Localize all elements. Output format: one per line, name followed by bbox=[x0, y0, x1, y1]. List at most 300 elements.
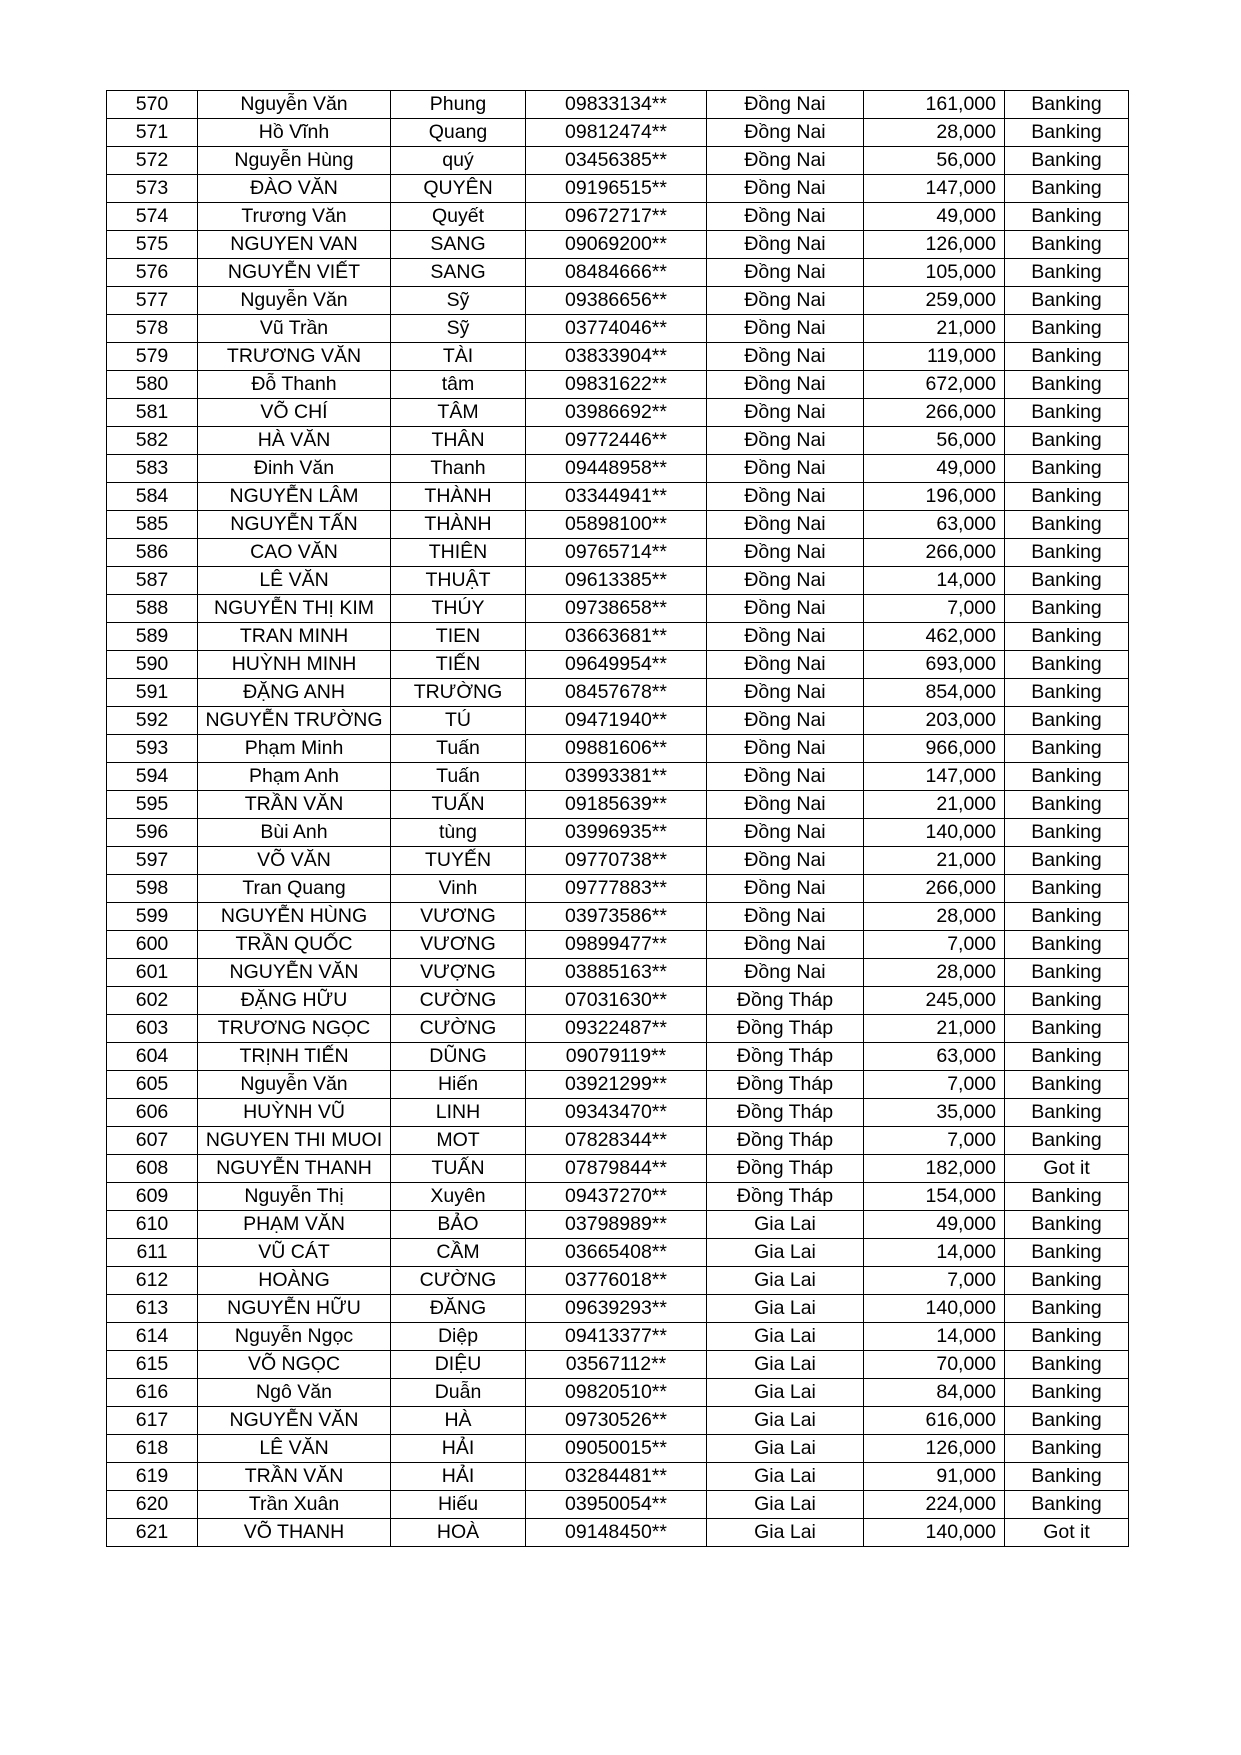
province-cell: Đồng Tháp bbox=[707, 1071, 864, 1099]
province-cell: Đồng Tháp bbox=[707, 1015, 864, 1043]
surname-cell: Vũ Trần bbox=[198, 315, 391, 343]
payment-method-cell: Banking bbox=[1005, 931, 1129, 959]
payment-method-cell: Banking bbox=[1005, 1211, 1129, 1239]
given-name-cell: HÀ bbox=[391, 1407, 526, 1435]
phone-cell: 03993381** bbox=[526, 763, 707, 791]
phone-cell: 07031630** bbox=[526, 987, 707, 1015]
phone-cell: 09777883** bbox=[526, 875, 707, 903]
row-number-cell: 604 bbox=[107, 1043, 198, 1071]
table-row bbox=[107, 1463, 1129, 1491]
province-cell: Đồng Nai bbox=[707, 175, 864, 203]
payment-method-cell: Banking bbox=[1005, 1267, 1129, 1295]
payment-method-cell: Banking bbox=[1005, 483, 1129, 511]
phone-cell: 09649954** bbox=[526, 651, 707, 679]
surname-cell: NGUYỄN THỊ KIM bbox=[198, 595, 391, 623]
surname-cell: HUỲNH MINH bbox=[198, 651, 391, 679]
province-cell: Đồng Nai bbox=[707, 147, 864, 175]
province-cell: Đồng Nai bbox=[707, 679, 864, 707]
amount-cell: 49,000 bbox=[864, 203, 1005, 231]
phone-cell: 03456385** bbox=[526, 147, 707, 175]
given-name-cell: CƯỜNG bbox=[391, 1015, 526, 1043]
amount-cell: 259,000 bbox=[864, 287, 1005, 315]
phone-cell: 09343470** bbox=[526, 1099, 707, 1127]
surname-cell: TRẦN VĂN bbox=[198, 1463, 391, 1491]
province-cell: Gia Lai bbox=[707, 1295, 864, 1323]
province-cell: Đồng Nai bbox=[707, 231, 864, 259]
table-row bbox=[107, 1211, 1129, 1239]
given-name-cell: TUYẾN bbox=[391, 847, 526, 875]
phone-cell: 03567112** bbox=[526, 1351, 707, 1379]
surname-cell: NGUYỄN THANH bbox=[198, 1155, 391, 1183]
amount-cell: 196,000 bbox=[864, 483, 1005, 511]
amount-cell: 7,000 bbox=[864, 1267, 1005, 1295]
phone-cell: 03663681** bbox=[526, 623, 707, 651]
payment-method-cell: Banking bbox=[1005, 679, 1129, 707]
surname-cell: NGUYỄN HÙNG bbox=[198, 903, 391, 931]
table-row bbox=[107, 343, 1129, 371]
surname-cell: NGUYỄN TẤN bbox=[198, 511, 391, 539]
amount-cell: 616,000 bbox=[864, 1407, 1005, 1435]
given-name-cell: SANG bbox=[391, 231, 526, 259]
given-name-cell: Hiếu bbox=[391, 1491, 526, 1519]
table-row bbox=[107, 1015, 1129, 1043]
table-row bbox=[107, 987, 1129, 1015]
surname-cell: Tran Quang bbox=[198, 875, 391, 903]
payment-method-cell: Banking bbox=[1005, 1071, 1129, 1099]
row-number-cell: 576 bbox=[107, 259, 198, 287]
given-name-cell: Hiến bbox=[391, 1071, 526, 1099]
payment-method-cell: Banking bbox=[1005, 427, 1129, 455]
table-row bbox=[107, 1071, 1129, 1099]
table-row bbox=[107, 147, 1129, 175]
table-row bbox=[107, 287, 1129, 315]
province-cell: Đồng Nai bbox=[707, 875, 864, 903]
payment-method-cell: Banking bbox=[1005, 1407, 1129, 1435]
row-number-cell: 605 bbox=[107, 1071, 198, 1099]
phone-cell: 03986692** bbox=[526, 399, 707, 427]
table-row bbox=[107, 903, 1129, 931]
given-name-cell: tùng bbox=[391, 819, 526, 847]
row-number-cell: 602 bbox=[107, 987, 198, 1015]
amount-cell: 126,000 bbox=[864, 1435, 1005, 1463]
phone-cell: 09069200** bbox=[526, 231, 707, 259]
payment-method-cell: Banking bbox=[1005, 875, 1129, 903]
payment-method-cell: Banking bbox=[1005, 1435, 1129, 1463]
surname-cell: HOÀNG bbox=[198, 1267, 391, 1295]
surname-cell: Nguyễn Văn bbox=[198, 287, 391, 315]
amount-cell: 245,000 bbox=[864, 987, 1005, 1015]
given-name-cell: Phung bbox=[391, 91, 526, 119]
payment-method-cell: Banking bbox=[1005, 511, 1129, 539]
given-name-cell: quý bbox=[391, 147, 526, 175]
amount-cell: 140,000 bbox=[864, 1295, 1005, 1323]
table-row bbox=[107, 1239, 1129, 1267]
given-name-cell: Quang bbox=[391, 119, 526, 147]
phone-cell: 09613385** bbox=[526, 567, 707, 595]
given-name-cell: MOT bbox=[391, 1127, 526, 1155]
row-number-cell: 617 bbox=[107, 1407, 198, 1435]
given-name-cell: TÀI bbox=[391, 343, 526, 371]
phone-cell: 03798989** bbox=[526, 1211, 707, 1239]
surname-cell: VŨ CÁT bbox=[198, 1239, 391, 1267]
surname-cell: Nguyễn Thị bbox=[198, 1183, 391, 1211]
table-row bbox=[107, 1407, 1129, 1435]
table-row bbox=[107, 1379, 1129, 1407]
results-table bbox=[106, 90, 1129, 1547]
row-number-cell: 611 bbox=[107, 1239, 198, 1267]
surname-cell: NGUYỄN VĂN bbox=[198, 1407, 391, 1435]
amount-cell: 140,000 bbox=[864, 819, 1005, 847]
given-name-cell: Diệp bbox=[391, 1323, 526, 1351]
phone-cell: 09738658** bbox=[526, 595, 707, 623]
table-row bbox=[107, 1267, 1129, 1295]
surname-cell: Bùi Anh bbox=[198, 819, 391, 847]
row-number-cell: 585 bbox=[107, 511, 198, 539]
surname-cell: ĐẶNG HỮU bbox=[198, 987, 391, 1015]
table-row bbox=[107, 427, 1129, 455]
row-number-cell: 594 bbox=[107, 763, 198, 791]
payment-method-cell: Banking bbox=[1005, 1043, 1129, 1071]
province-cell: Đồng Tháp bbox=[707, 1127, 864, 1155]
table-row bbox=[107, 1183, 1129, 1211]
table-row bbox=[107, 483, 1129, 511]
table-row bbox=[107, 231, 1129, 259]
given-name-cell: VƯƠNG bbox=[391, 903, 526, 931]
surname-cell: HUỲNH VŨ bbox=[198, 1099, 391, 1127]
payment-method-cell: Banking bbox=[1005, 1127, 1129, 1155]
payment-method-cell: Banking bbox=[1005, 1015, 1129, 1043]
surname-cell: VÕ VĂN bbox=[198, 847, 391, 875]
amount-cell: 7,000 bbox=[864, 1071, 1005, 1099]
table-row bbox=[107, 735, 1129, 763]
amount-cell: 105,000 bbox=[864, 259, 1005, 287]
phone-cell: 09148450** bbox=[526, 1519, 707, 1547]
amount-cell: 966,000 bbox=[864, 735, 1005, 763]
amount-cell: 119,000 bbox=[864, 343, 1005, 371]
row-number-cell: 596 bbox=[107, 819, 198, 847]
given-name-cell: TIEN bbox=[391, 623, 526, 651]
payment-method-cell: Banking bbox=[1005, 343, 1129, 371]
row-number-cell: 586 bbox=[107, 539, 198, 567]
given-name-cell: CƯỜNG bbox=[391, 1267, 526, 1295]
province-cell: Đồng Tháp bbox=[707, 987, 864, 1015]
amount-cell: 7,000 bbox=[864, 595, 1005, 623]
given-name-cell: Sỹ bbox=[391, 287, 526, 315]
given-name-cell: VƯƠNG bbox=[391, 931, 526, 959]
surname-cell: Hồ Vĩnh bbox=[198, 119, 391, 147]
amount-cell: 266,000 bbox=[864, 539, 1005, 567]
row-number-cell: 574 bbox=[107, 203, 198, 231]
table-row bbox=[107, 91, 1129, 119]
surname-cell: HÀ VĂN bbox=[198, 427, 391, 455]
province-cell: Đồng Nai bbox=[707, 483, 864, 511]
phone-cell: 09730526** bbox=[526, 1407, 707, 1435]
province-cell: Gia Lai bbox=[707, 1407, 864, 1435]
payment-method-cell: Got it bbox=[1005, 1519, 1129, 1547]
table-row bbox=[107, 1351, 1129, 1379]
given-name-cell: THIÊN bbox=[391, 539, 526, 567]
province-cell: Đồng Nai bbox=[707, 763, 864, 791]
surname-cell: Phạm Anh bbox=[198, 763, 391, 791]
amount-cell: 462,000 bbox=[864, 623, 1005, 651]
phone-cell: 03284481** bbox=[526, 1463, 707, 1491]
row-number-cell: 582 bbox=[107, 427, 198, 455]
table-row bbox=[107, 1155, 1129, 1183]
surname-cell: VÕ NGỌC bbox=[198, 1351, 391, 1379]
payment-method-cell: Banking bbox=[1005, 959, 1129, 987]
amount-cell: 21,000 bbox=[864, 791, 1005, 819]
surname-cell: Trần Xuân bbox=[198, 1491, 391, 1519]
amount-cell: 224,000 bbox=[864, 1491, 1005, 1519]
table-row bbox=[107, 1127, 1129, 1155]
payment-method-cell: Banking bbox=[1005, 1239, 1129, 1267]
surname-cell: Ngô Văn bbox=[198, 1379, 391, 1407]
payment-method-cell: Banking bbox=[1005, 539, 1129, 567]
table-row bbox=[107, 371, 1129, 399]
surname-cell: NGUYỄN HỮU bbox=[198, 1295, 391, 1323]
phone-cell: 09639293** bbox=[526, 1295, 707, 1323]
amount-cell: 28,000 bbox=[864, 119, 1005, 147]
surname-cell: TRẦN QUỐC bbox=[198, 931, 391, 959]
province-cell: Đồng Nai bbox=[707, 567, 864, 595]
payment-method-cell: Banking bbox=[1005, 595, 1129, 623]
phone-cell: 09050015** bbox=[526, 1435, 707, 1463]
phone-cell: 09471940** bbox=[526, 707, 707, 735]
amount-cell: 147,000 bbox=[864, 175, 1005, 203]
row-number-cell: 612 bbox=[107, 1267, 198, 1295]
table-row bbox=[107, 315, 1129, 343]
phone-cell: 07828344** bbox=[526, 1127, 707, 1155]
payment-method-cell: Banking bbox=[1005, 1351, 1129, 1379]
table-row bbox=[107, 455, 1129, 483]
phone-cell: 03776018** bbox=[526, 1267, 707, 1295]
surname-cell: TRƯƠNG NGỌC bbox=[198, 1015, 391, 1043]
payment-method-cell: Banking bbox=[1005, 735, 1129, 763]
province-cell: Đồng Nai bbox=[707, 315, 864, 343]
amount-cell: 70,000 bbox=[864, 1351, 1005, 1379]
row-number-cell: 580 bbox=[107, 371, 198, 399]
table-row bbox=[107, 567, 1129, 595]
row-number-cell: 581 bbox=[107, 399, 198, 427]
row-number-cell: 603 bbox=[107, 1015, 198, 1043]
phone-cell: 03950054** bbox=[526, 1491, 707, 1519]
surname-cell: LÊ VĂN bbox=[198, 567, 391, 595]
table-row bbox=[107, 651, 1129, 679]
surname-cell: Đinh Văn bbox=[198, 455, 391, 483]
province-cell: Đồng Tháp bbox=[707, 1155, 864, 1183]
payment-method-cell: Banking bbox=[1005, 987, 1129, 1015]
table-row bbox=[107, 511, 1129, 539]
payment-method-cell: Banking bbox=[1005, 259, 1129, 287]
given-name-cell: DIỆU bbox=[391, 1351, 526, 1379]
province-cell: Gia Lai bbox=[707, 1519, 864, 1547]
province-cell: Đồng Nai bbox=[707, 399, 864, 427]
table-row bbox=[107, 791, 1129, 819]
given-name-cell: Duẫn bbox=[391, 1379, 526, 1407]
province-cell: Gia Lai bbox=[707, 1435, 864, 1463]
given-name-cell: LINH bbox=[391, 1099, 526, 1127]
row-number-cell: 619 bbox=[107, 1463, 198, 1491]
payment-method-cell: Banking bbox=[1005, 903, 1129, 931]
payment-method-cell: Banking bbox=[1005, 455, 1129, 483]
table-row bbox=[107, 959, 1129, 987]
given-name-cell: CƯỜNG bbox=[391, 987, 526, 1015]
given-name-cell: SANG bbox=[391, 259, 526, 287]
table-row bbox=[107, 1043, 1129, 1071]
payment-method-cell: Banking bbox=[1005, 1099, 1129, 1127]
phone-cell: 09881606** bbox=[526, 735, 707, 763]
amount-cell: 672,000 bbox=[864, 371, 1005, 399]
row-number-cell: 598 bbox=[107, 875, 198, 903]
amount-cell: 7,000 bbox=[864, 1127, 1005, 1155]
phone-cell: 08457678** bbox=[526, 679, 707, 707]
amount-cell: 161,000 bbox=[864, 91, 1005, 119]
payment-method-cell: Banking bbox=[1005, 91, 1129, 119]
phone-cell: 09448958** bbox=[526, 455, 707, 483]
province-cell: Đồng Nai bbox=[707, 259, 864, 287]
amount-cell: 126,000 bbox=[864, 231, 1005, 259]
given-name-cell: BẢO bbox=[391, 1211, 526, 1239]
row-number-cell: 572 bbox=[107, 147, 198, 175]
province-cell: Gia Lai bbox=[707, 1351, 864, 1379]
province-cell: Đồng Nai bbox=[707, 427, 864, 455]
surname-cell: ĐÀO VĂN bbox=[198, 175, 391, 203]
surname-cell: NGUYỄN LÂM bbox=[198, 483, 391, 511]
row-number-cell: 584 bbox=[107, 483, 198, 511]
row-number-cell: 608 bbox=[107, 1155, 198, 1183]
row-number-cell: 616 bbox=[107, 1379, 198, 1407]
table-row bbox=[107, 595, 1129, 623]
given-name-cell: THÚY bbox=[391, 595, 526, 623]
row-number-cell: 609 bbox=[107, 1183, 198, 1211]
table-row bbox=[107, 203, 1129, 231]
table-row bbox=[107, 1491, 1129, 1519]
row-number-cell: 570 bbox=[107, 91, 198, 119]
table-row bbox=[107, 875, 1129, 903]
payment-method-cell: Banking bbox=[1005, 287, 1129, 315]
payment-method-cell: Banking bbox=[1005, 623, 1129, 651]
row-number-cell: 575 bbox=[107, 231, 198, 259]
payment-method-cell: Banking bbox=[1005, 1463, 1129, 1491]
given-name-cell: TUẤN bbox=[391, 1155, 526, 1183]
table-row bbox=[107, 399, 1129, 427]
payment-method-cell: Banking bbox=[1005, 203, 1129, 231]
payment-method-cell: Banking bbox=[1005, 399, 1129, 427]
phone-cell: 09322487** bbox=[526, 1015, 707, 1043]
table-row bbox=[107, 679, 1129, 707]
payment-method-cell: Banking bbox=[1005, 791, 1129, 819]
payment-method-cell: Banking bbox=[1005, 1491, 1129, 1519]
given-name-cell: DŨNG bbox=[391, 1043, 526, 1071]
payment-method-cell: Banking bbox=[1005, 1295, 1129, 1323]
amount-cell: 14,000 bbox=[864, 567, 1005, 595]
amount-cell: 49,000 bbox=[864, 455, 1005, 483]
payment-method-cell: Banking bbox=[1005, 651, 1129, 679]
surname-cell: TRỊNH TIẾN bbox=[198, 1043, 391, 1071]
amount-cell: 693,000 bbox=[864, 651, 1005, 679]
surname-cell: NGUYỄN VĂN bbox=[198, 959, 391, 987]
surname-cell: TRAN MINH bbox=[198, 623, 391, 651]
phone-cell: 09770738** bbox=[526, 847, 707, 875]
phone-cell: 03665408** bbox=[526, 1239, 707, 1267]
row-number-cell: 606 bbox=[107, 1099, 198, 1127]
phone-cell: 09079119** bbox=[526, 1043, 707, 1071]
row-number-cell: 595 bbox=[107, 791, 198, 819]
row-number-cell: 590 bbox=[107, 651, 198, 679]
given-name-cell: HOÀ bbox=[391, 1519, 526, 1547]
payment-method-cell: Got it bbox=[1005, 1155, 1129, 1183]
table-row bbox=[107, 119, 1129, 147]
payment-method-cell: Banking bbox=[1005, 1379, 1129, 1407]
surname-cell: VÕ THANH bbox=[198, 1519, 391, 1547]
phone-cell: 09820510** bbox=[526, 1379, 707, 1407]
given-name-cell: QUYÊN bbox=[391, 175, 526, 203]
surname-cell: PHẠM VĂN bbox=[198, 1211, 391, 1239]
given-name-cell: TUẤN bbox=[391, 791, 526, 819]
row-number-cell: 589 bbox=[107, 623, 198, 651]
amount-cell: 854,000 bbox=[864, 679, 1005, 707]
amount-cell: 49,000 bbox=[864, 1211, 1005, 1239]
payment-method-cell: Banking bbox=[1005, 175, 1129, 203]
given-name-cell: Sỹ bbox=[391, 315, 526, 343]
surname-cell: Nguyễn Văn bbox=[198, 91, 391, 119]
province-cell: Đồng Nai bbox=[707, 959, 864, 987]
province-cell: Gia Lai bbox=[707, 1463, 864, 1491]
province-cell: Đồng Nai bbox=[707, 455, 864, 483]
table-row bbox=[107, 1099, 1129, 1127]
amount-cell: 63,000 bbox=[864, 1043, 1005, 1071]
province-cell: Đồng Nai bbox=[707, 371, 864, 399]
province-cell: Đồng Nai bbox=[707, 623, 864, 651]
phone-cell: 03973586** bbox=[526, 903, 707, 931]
amount-cell: 14,000 bbox=[864, 1323, 1005, 1351]
row-number-cell: 579 bbox=[107, 343, 198, 371]
phone-cell: 09413377** bbox=[526, 1323, 707, 1351]
row-number-cell: 613 bbox=[107, 1295, 198, 1323]
amount-cell: 147,000 bbox=[864, 763, 1005, 791]
table-row bbox=[107, 539, 1129, 567]
surname-cell: LÊ VĂN bbox=[198, 1435, 391, 1463]
row-number-cell: 600 bbox=[107, 931, 198, 959]
given-name-cell: TÚ bbox=[391, 707, 526, 735]
given-name-cell: ĐĂNG bbox=[391, 1295, 526, 1323]
province-cell: Đồng Nai bbox=[707, 343, 864, 371]
payment-method-cell: Banking bbox=[1005, 315, 1129, 343]
table-row bbox=[107, 1519, 1129, 1547]
given-name-cell: Vinh bbox=[391, 875, 526, 903]
amount-cell: 21,000 bbox=[864, 1015, 1005, 1043]
phone-cell: 09812474** bbox=[526, 119, 707, 147]
given-name-cell: Tuấn bbox=[391, 735, 526, 763]
phone-cell: 09899477** bbox=[526, 931, 707, 959]
surname-cell: CAO VĂN bbox=[198, 539, 391, 567]
surname-cell: NGUYEN VAN bbox=[198, 231, 391, 259]
given-name-cell: Quyết bbox=[391, 203, 526, 231]
province-cell: Đồng Nai bbox=[707, 203, 864, 231]
table-row bbox=[107, 1435, 1129, 1463]
province-cell: Đồng Nai bbox=[707, 287, 864, 315]
given-name-cell: HẢI bbox=[391, 1463, 526, 1491]
payment-method-cell: Banking bbox=[1005, 1323, 1129, 1351]
table-body bbox=[107, 91, 1129, 1547]
row-number-cell: 618 bbox=[107, 1435, 198, 1463]
amount-cell: 63,000 bbox=[864, 511, 1005, 539]
row-number-cell: 593 bbox=[107, 735, 198, 763]
given-name-cell: THÀNH bbox=[391, 511, 526, 539]
phone-cell: 09833134** bbox=[526, 91, 707, 119]
row-number-cell: 601 bbox=[107, 959, 198, 987]
province-cell: Đồng Nai bbox=[707, 511, 864, 539]
